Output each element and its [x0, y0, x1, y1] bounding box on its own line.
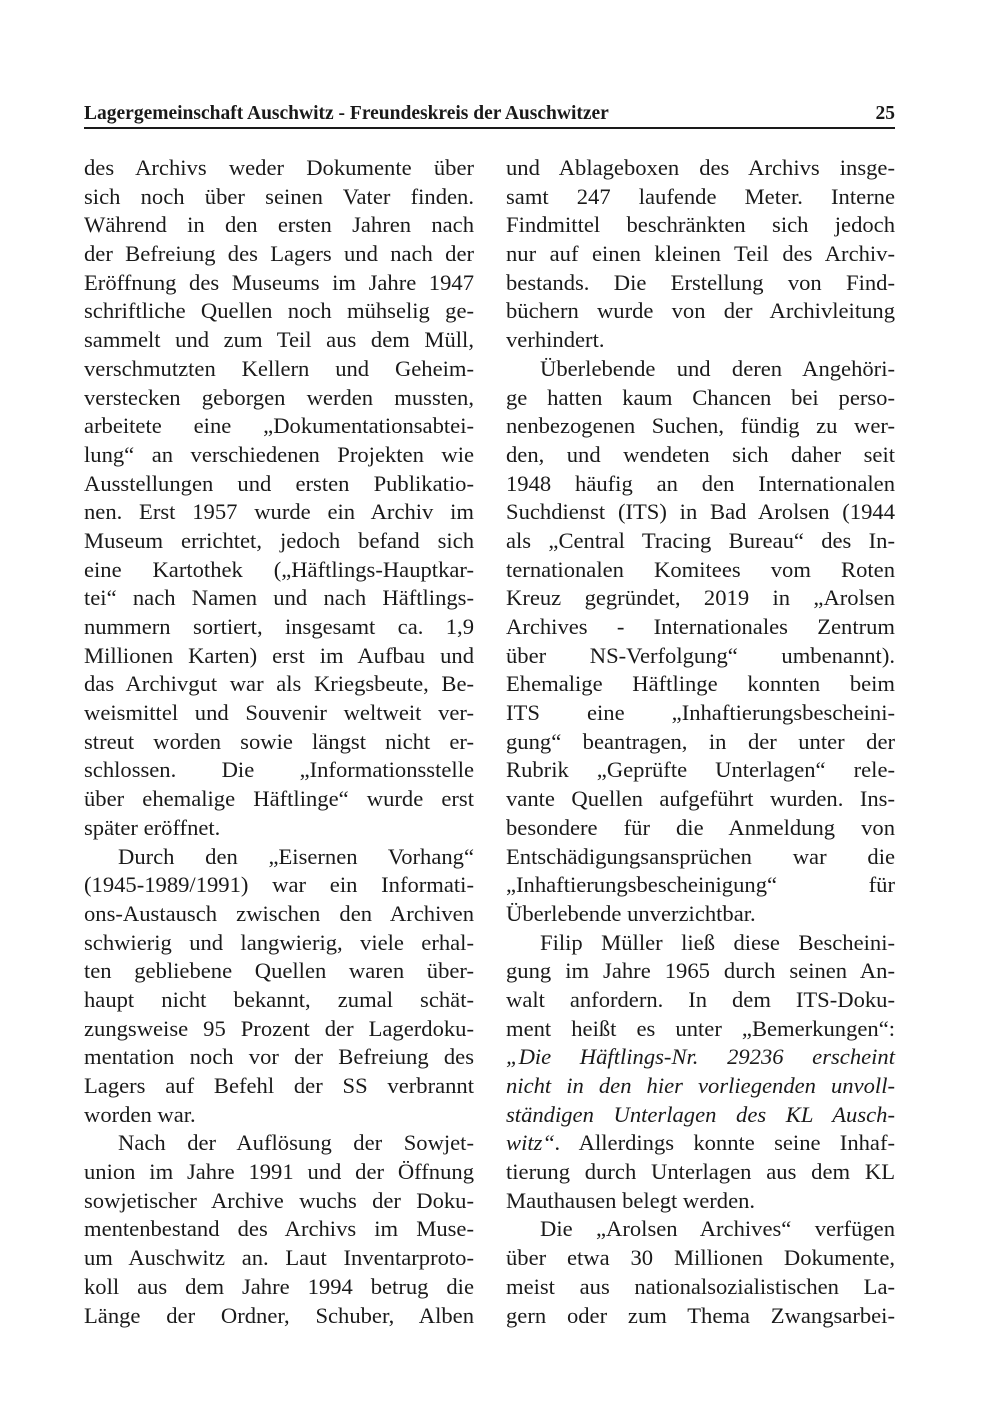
text-line: Ausstellungen und ersten Publikatio- — [84, 470, 474, 496]
text-line: über ehemalige Häftlinge“ wurde erst — [84, 786, 474, 812]
text-line: verhindert. — [506, 327, 605, 353]
text-line: zungsweise 95 Prozent der Lagerdoku- — [84, 1015, 474, 1041]
text-line: streut worden sowie längst nicht er- — [84, 728, 474, 754]
text-line: „Inhaftierungsbescheinigung“ für — [506, 872, 895, 898]
text-line: verschmutzten Kellern und Geheim- — [84, 355, 474, 381]
text-line: samt 247 laufende Meter. Interne — [506, 183, 895, 209]
text-line: Länge der Ordner, Schuber, Alben — [84, 1302, 474, 1328]
text-line: sowjetischer Archive wuchs der Doku- — [84, 1187, 474, 1213]
text-line: Durch den „Eisernen Vorhang“ — [118, 843, 474, 869]
text-line: meist aus nationalsozialistischen La- — [506, 1273, 895, 1299]
text-line: der Befreiung des Lagers und nach der — [84, 241, 474, 267]
header-title: Lagergemeinschaft Auschwitz - Freundeskreis der Auschwitzer — [84, 103, 609, 124]
text-line: ten gebliebene Quellen waren über- — [84, 958, 474, 984]
text-line: Findmittel beschränkten sich jedoch — [506, 212, 895, 238]
text-line: Nach der Auflösung der Sowjet- — [118, 1130, 474, 1156]
text-line: das Archivgut war als Kriegsbeute, Be- — [84, 671, 474, 697]
text-line: Überlebende und deren Angehöri- — [540, 355, 895, 381]
text-line: mentation noch vor der Befreiung des — [84, 1044, 474, 1070]
text-line: ge hatten kaum Chancen bei perso- — [506, 384, 895, 410]
text-line: Rubrik „Geprüfte Unterlagen“ rele- — [506, 757, 895, 783]
running-header — [84, 101, 895, 129]
text-line: besondere für die Anmeldung von — [506, 814, 895, 840]
text-line: später eröffnet. — [84, 814, 221, 840]
text-line: nur auf einen kleinen Teil des Archiv- — [506, 241, 895, 267]
text-line: ons-Austausch zwischen den Archiven — [84, 900, 474, 926]
text-line: gung“ beantragen, in der unter der — [506, 728, 895, 754]
text-line: bestands. Die Erstellung von Find- — [506, 269, 895, 295]
text-line: über NS-Verfolgung“ umbenannt). — [506, 642, 895, 668]
text-line: nicht in den hier vorliegenden unvoll- — [506, 1073, 895, 1098]
text-line: schriftliche Quellen noch mühselig ge- — [84, 298, 474, 324]
text-line: nenbezogenen Suchen, fündig zu wer- — [506, 413, 895, 439]
text-line: 1948 häufig an den Internationalen — [506, 470, 895, 496]
text-line: Entschädigungsansprüchen war die — [506, 843, 895, 869]
text-line: sammelt und zum Teil aus dem Müll, — [84, 327, 474, 353]
text-line: koll aus dem Jahre 1994 betrug die — [84, 1273, 474, 1299]
text-line: Museum errichtet, jedoch befand sich — [84, 527, 474, 553]
text-line: Suchdienst (ITS) in Bad Arolsen (1944 — [506, 499, 895, 525]
text-line: nummern sortiert, insgesamt ca. 1,9 — [84, 614, 474, 639]
text-line: des Archivs weder Dokumente über — [84, 155, 474, 180]
text-line: walt anfordern. In dem ITS-Doku- — [506, 986, 895, 1012]
text-line: haupt nicht bekannt, zumal schät- — [84, 986, 474, 1012]
text-line: lung“ an verschiedenen Projekten wie — [84, 441, 474, 467]
text-line: als „Central Tracing Bureau“ des In- — [506, 527, 895, 553]
text-line: Mauthausen belegt werden. — [506, 1187, 756, 1213]
text-line: Überlebende unverzichtbar. — [506, 900, 756, 926]
text-line: Lagers auf Befehl der SS verbrannt — [84, 1073, 474, 1098]
text-line: witz“. Allerdings konnte seine Inhaf- — [506, 1130, 895, 1156]
text-line: Eröffnung des Museums im Jahre 1947 — [84, 269, 474, 295]
left-text-column — [84, 154, 474, 1330]
text-line: über etwa 30 Millionen Dokumente, — [506, 1245, 895, 1271]
italic-quote-fragment: witz“. — [506, 1130, 561, 1156]
page-number: 25 — [875, 103, 895, 124]
text-line: gung im Jahre 1965 durch seinen An- — [506, 958, 895, 984]
text-line: ment heißt es unter „Bemerkungen“: — [506, 1015, 895, 1041]
text-line: weismittel und Souvenir weltweit ver- — [84, 700, 474, 726]
text-line: und Ablageboxen des Archivs insge- — [506, 155, 895, 180]
text-line: tei“ nach Namen und nach Häftlings- — [84, 585, 474, 611]
text-line: Millionen Karten) erst im Aufbau und — [84, 642, 474, 668]
text-line: „Die Häftlings-Nr. 29236 erscheint — [506, 1044, 895, 1070]
text-line: arbeitete eine „Dokumentationsabtei- — [84, 413, 474, 439]
text-line: schlossen. Die „Informationsstelle — [84, 757, 474, 783]
text-line: (1945-1989/1991) war ein Informati- — [84, 872, 474, 898]
text-line: ITS eine „Inhaftierungsbescheini- — [506, 700, 895, 726]
text-line: schwierig und langwierig, viele erhal- — [84, 929, 474, 955]
text-line: Kreuz gegründet, 2019 in „Arolsen — [506, 585, 895, 611]
text-line: Ehemalige Häftlinge konnten beim — [506, 671, 895, 697]
right-text-column — [506, 154, 895, 1330]
text-line: Die „Arolsen Archives“ verfügen — [540, 1216, 895, 1242]
text-line: vante Quellen aufgeführt wurden. Ins- — [506, 786, 895, 812]
text-line: eine Kartothek („Häftlings-Hauptkar- — [84, 556, 474, 582]
text-line: Während in den ersten Jahren nach — [84, 212, 474, 238]
text-line: ständigen Unterlagen des KL Ausch- — [506, 1101, 895, 1127]
text-line: sich noch über seinen Vater finden. — [84, 183, 474, 209]
text-line: gern oder zum Thema Zwangsarbei- — [506, 1302, 895, 1328]
text-line: den, und wendeten sich daher seit — [506, 441, 895, 467]
text-line: um Auschwitz an. Laut Inventarproto- — [84, 1245, 474, 1271]
text-line: Filip Müller ließ diese Bescheini- — [540, 929, 895, 955]
text-line: ternationalen Komitees vom Roten — [506, 556, 895, 582]
text-line: büchern wurde von der Archivleitung — [506, 298, 895, 324]
text-line: mentenbestand des Archivs im Muse- — [84, 1216, 474, 1242]
text-line: nen. Erst 1957 wurde ein Archiv im — [84, 499, 474, 525]
text-line: verstecken geborgen werden mussten, — [84, 384, 474, 410]
text-line: union im Jahre 1991 und der Öffnung — [84, 1159, 474, 1185]
text-line: Archives - Internationales Zentrum — [506, 614, 895, 639]
text-line: worden war. — [84, 1101, 196, 1127]
text-line: tierung durch Unterlagen aus dem KL — [506, 1159, 895, 1185]
